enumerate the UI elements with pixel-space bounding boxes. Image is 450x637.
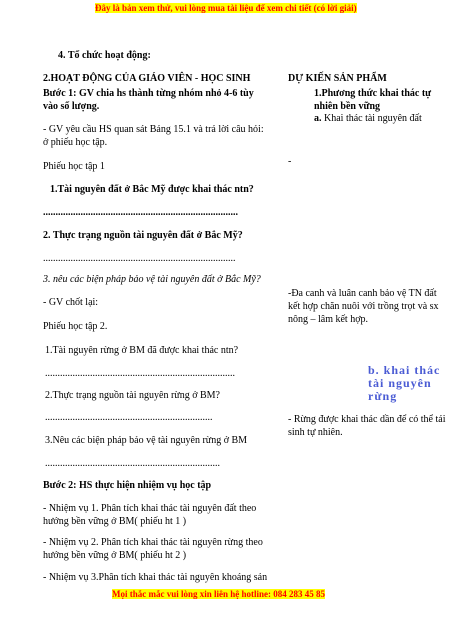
item-a bbox=[314, 112, 422, 125]
hotline-banner: Mọi thắc mắc vui lòng xin liên hệ hotline: 084 283 45 85 bbox=[112, 589, 326, 599]
answer-dots: ...................................................................... bbox=[45, 458, 220, 469]
answer-dots: ................................................................... bbox=[45, 412, 213, 423]
worksheet2-q3: 3.Nêu các biện pháp bảo vệ tài nguyên rừng ở BM bbox=[45, 435, 248, 446]
task2-line2: hướng bền vững ở BM( phiếu ht 2 ) bbox=[43, 550, 187, 561]
dash-mark: - bbox=[288, 156, 292, 167]
gv-conclude: - GV chốt lại: bbox=[43, 297, 99, 308]
b-heading-line3: rừng bbox=[368, 389, 398, 403]
worksheet2-title: Phiếu học tập 2. bbox=[43, 321, 108, 332]
task1-line2: hướng bền vững ở BM( phiếu ht 1 ) bbox=[43, 516, 187, 527]
gv-request-line1: - GV yêu cầu HS quan sát Bảng 15.1 và trả lời câu hỏi: bbox=[43, 124, 264, 135]
right-sub-line2: nhiên bền vững bbox=[314, 101, 381, 112]
answer-dots: ............................................................................. bbox=[43, 253, 236, 264]
gv-request-line2: ở phiếu học tập. bbox=[43, 137, 108, 148]
preview-banner: Đây là bản xem thử, vui lòng mua tài liệu để xem chi tiết (có lời giải) bbox=[95, 3, 357, 13]
worksheet2-q1: 1.Tài nguyên rừng ở BM đã được khai thác ntn? bbox=[45, 345, 239, 356]
right-sub-line1: 1.Phương thức khai thác tự bbox=[314, 88, 432, 99]
agri-line3: nông – lâm kết hợp. bbox=[288, 314, 368, 325]
forest-line1: - Rừng được khai thác dần để có thể tái bbox=[288, 414, 446, 425]
answer-dots: ............................................................................ bbox=[45, 368, 235, 379]
item-a-text: Khai thác tài nguyên đất bbox=[321, 113, 422, 124]
step1-line2: vào số lượng. bbox=[43, 101, 100, 112]
b-heading-line1: b. khai thác bbox=[368, 363, 441, 377]
step1-line1: Bước 1: GV chia hs thành từng nhóm nhỏ 4-6 tùy bbox=[43, 88, 254, 99]
task1-line1: - Nhiệm vụ 1. Phân tích khai thác tài nguyên đất theo bbox=[43, 503, 257, 514]
task2-line1: - Nhiệm vụ 2. Phân tích khai thác tài nguyên rừng theo bbox=[43, 537, 263, 548]
forest-line2: sinh tự nhiên. bbox=[288, 427, 343, 438]
worksheet1-q2: 2. Thực trạng nguồn tài nguyên đất ở Bắc Mỹ? bbox=[43, 230, 243, 241]
worksheet1-title: Phiếu học tập 1 bbox=[43, 161, 105, 172]
b-heading-line2: tài nguyên bbox=[368, 376, 432, 390]
section-title: 4. Tổ chức hoạt động: bbox=[58, 50, 151, 61]
right-heading: DỰ KIẾN SẢN PHẨM bbox=[288, 73, 387, 84]
step2-title: Bước 2: HS thực hiện nhiệm vụ học tập bbox=[43, 480, 212, 491]
task3: - Nhiệm vụ 3.Phân tích khai thác tài nguyên khoáng sản bbox=[43, 572, 268, 583]
answer-dots: .............................................................................. bbox=[43, 207, 238, 218]
agri-line2: kết hợp chăn nuôi với trồng trọt và sx bbox=[288, 301, 439, 312]
worksheet1-q1: 1.Tài nguyên đất ở Bắc Mỹ được khai thác ntn? bbox=[50, 184, 254, 195]
agri-line1: -Đa canh và luân canh bảo vệ TN đất bbox=[288, 288, 437, 299]
item-a-label: a. bbox=[314, 113, 322, 124]
worksheet1-q3: 3. nêu các biện pháp bảo vệ tài nguyên đất ở Bắc Mỹ? bbox=[43, 274, 261, 285]
worksheet2-q2: 2.Thực trạng nguồn tài nguyên rừng ở BM? bbox=[45, 390, 220, 401]
left-heading: 2.HOẠT ĐỘNG CỦA GIÁO VIÊN - HỌC SINH bbox=[43, 73, 251, 84]
